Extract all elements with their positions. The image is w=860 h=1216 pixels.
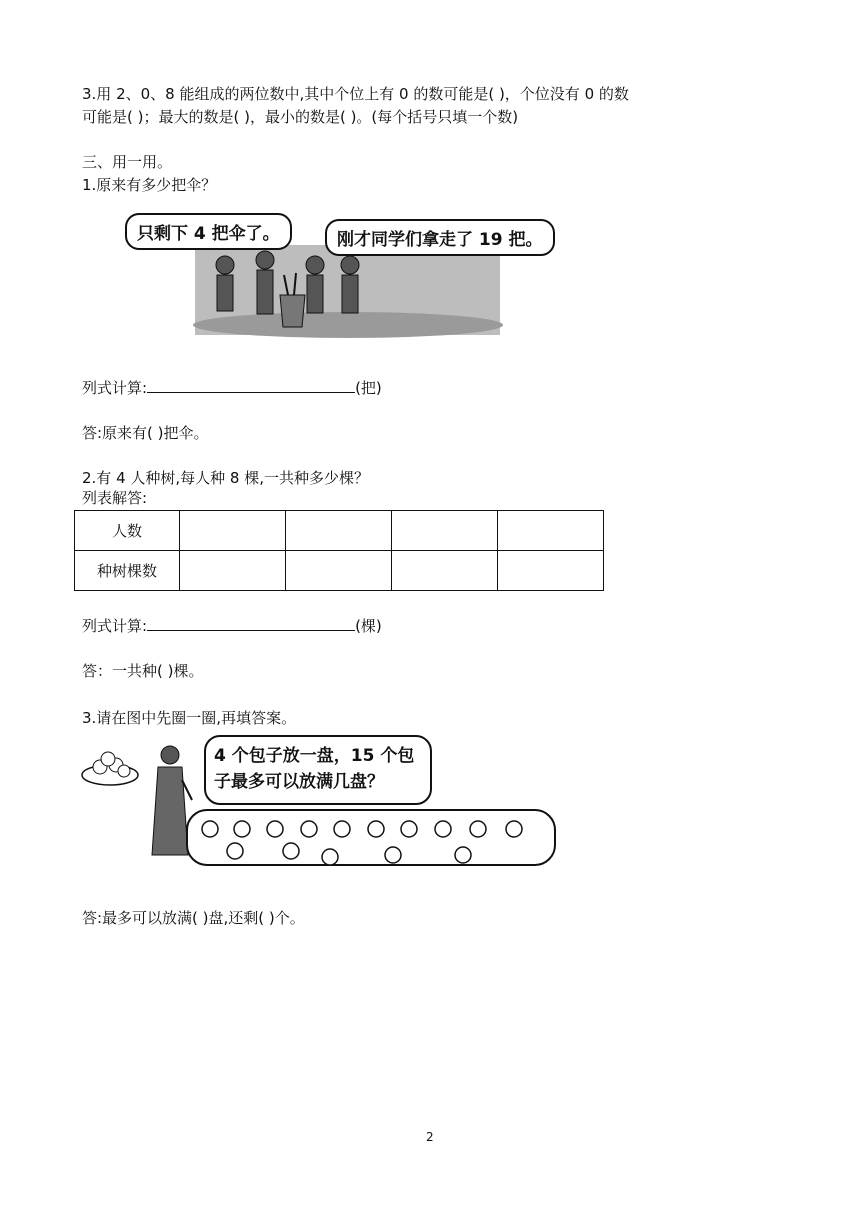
problem-2-answer: 答：一共种( )棵。 (82, 662, 204, 680)
calc-label: 列式计算: (82, 617, 148, 635)
buns-illustration (80, 735, 560, 875)
umbrella-illustration (120, 205, 543, 340)
table-cell[interactable] (180, 511, 286, 551)
table-cell[interactable] (392, 511, 498, 551)
calc-label: 列式计算: (82, 379, 148, 397)
table-cell[interactable] (498, 551, 604, 591)
bubble-line-2: 子最多可以放满几盘？ (214, 772, 384, 792)
section-3-title: 三、用一用。 (82, 153, 173, 171)
problem-1-answer: 答:原来有( )把伞。 (82, 424, 209, 442)
calc-unit: (把) (355, 379, 382, 397)
calc-unit: (棵) (355, 617, 382, 635)
table-cell[interactable] (498, 511, 604, 551)
table-row-label: 种树棵数 (75, 551, 180, 591)
problem-2-subtitle: 列表解答: (82, 489, 148, 507)
problem-2-title: 2.有 4 人种树,每人种 8 棵,一共种多少棵？ (82, 469, 370, 487)
table-cell[interactable] (392, 551, 498, 591)
speech-bubble-left: 只剩下 4 把伞了。 (125, 213, 292, 250)
table-cell[interactable] (286, 551, 392, 591)
table-row (75, 511, 604, 551)
speech-bubble-buns (204, 735, 432, 805)
calc-answer-line[interactable] (147, 376, 355, 393)
problem-1-calc (82, 376, 382, 399)
calc-answer-line[interactable] (147, 614, 355, 631)
page-number: 2 (426, 1130, 434, 1144)
problem-1-title: 1.原来有多少把伞？ (82, 176, 217, 194)
question-3-line-1: 3.用 2、0、8 能组成的两位数中,其中个位上有 0 的数可能是( )，个位没有 0 的数 (82, 85, 629, 103)
tree-planting-table (74, 510, 604, 591)
table-row (75, 551, 604, 591)
problem-2-calc (82, 614, 382, 637)
bubble-line-1: 4 个包子放一盘，15 个包 (214, 746, 415, 766)
table-row-label: 人数 (75, 511, 180, 551)
problem-3-answer: 答:最多可以放满( )盘,还剩( )个。 (82, 909, 305, 927)
table-cell[interactable] (286, 511, 392, 551)
question-3-line-2: 可能是( )；最大的数是( )，最小的数是( )。(每个括号只填一个数) (82, 108, 519, 126)
table-cell[interactable] (180, 551, 286, 591)
speech-bubble-right: 刚才同学们拿走了 19 把。 (325, 219, 555, 256)
problem-3-title: 3.请在图中先圈一圈,再填答案。 (82, 709, 297, 727)
